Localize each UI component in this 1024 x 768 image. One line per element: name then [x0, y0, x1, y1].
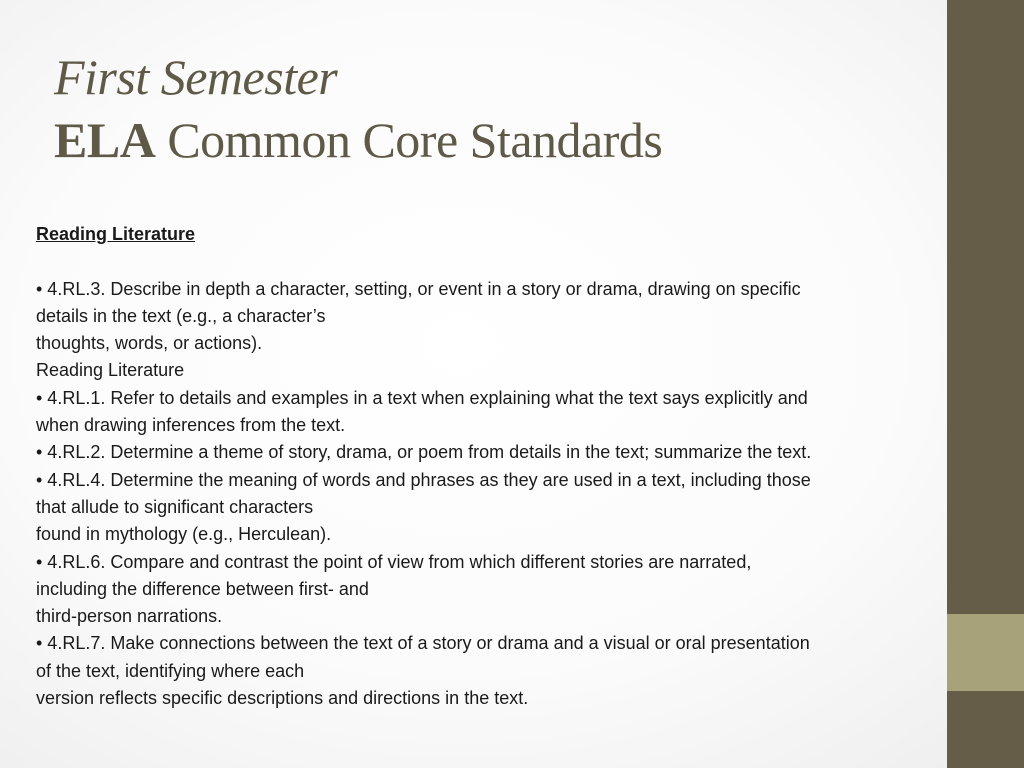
text-line: details in the text (e.g., a character’s	[36, 305, 326, 326]
text-line: of the text, identifying where each	[36, 660, 305, 681]
spacer	[36, 248, 946, 275]
text-line: when drawing inferences from the text.	[36, 415, 346, 436]
slide-title	[54, 48, 934, 174]
text-line: that allude to significant characters	[36, 496, 314, 517]
text-line: third-person narrations.	[36, 606, 223, 627]
text-line: • 4.RL.7. Make connections between the text of a story or drama and a visual or oral presentation	[36, 633, 810, 654]
text-line: • 4.RL.6. Compare and contrast the point of view from which different stories are narrated,	[36, 551, 752, 572]
text-line: Reading Literature	[36, 360, 185, 381]
text-line: • 4.RL.4. Determine the meaning of words and phrases as they are used in a text, including those	[36, 469, 811, 490]
title-common-core: Common Core Standards	[167, 112, 663, 168]
title-ela: ELA	[54, 112, 156, 168]
text-line: including the difference between first- and	[36, 578, 369, 599]
section-heading: Reading Literature	[36, 224, 196, 244]
text-line: • 4.RL.3. Describe in depth a character, setting, or event in a story or drama, drawing on specific	[36, 278, 801, 299]
title-line-1: First Semester	[54, 49, 338, 105]
text-line: found in mythology (e.g., Herculean).	[36, 524, 332, 545]
text-line: thoughts, words, or actions).	[36, 333, 263, 354]
standards-list	[36, 221, 946, 712]
text-line: • 4.RL.2. Determine a theme of story, drama, or poem from details in the text; summarize the text.	[36, 442, 812, 463]
title-line-2	[54, 106, 934, 174]
text-line: version reflects specific descriptions and directions in the text.	[36, 688, 529, 709]
text-line: • 4.RL.1. Refer to details and examples in a text when explaining what the text says explicitly and	[36, 387, 808, 408]
side-bar-accent	[947, 614, 1024, 691]
